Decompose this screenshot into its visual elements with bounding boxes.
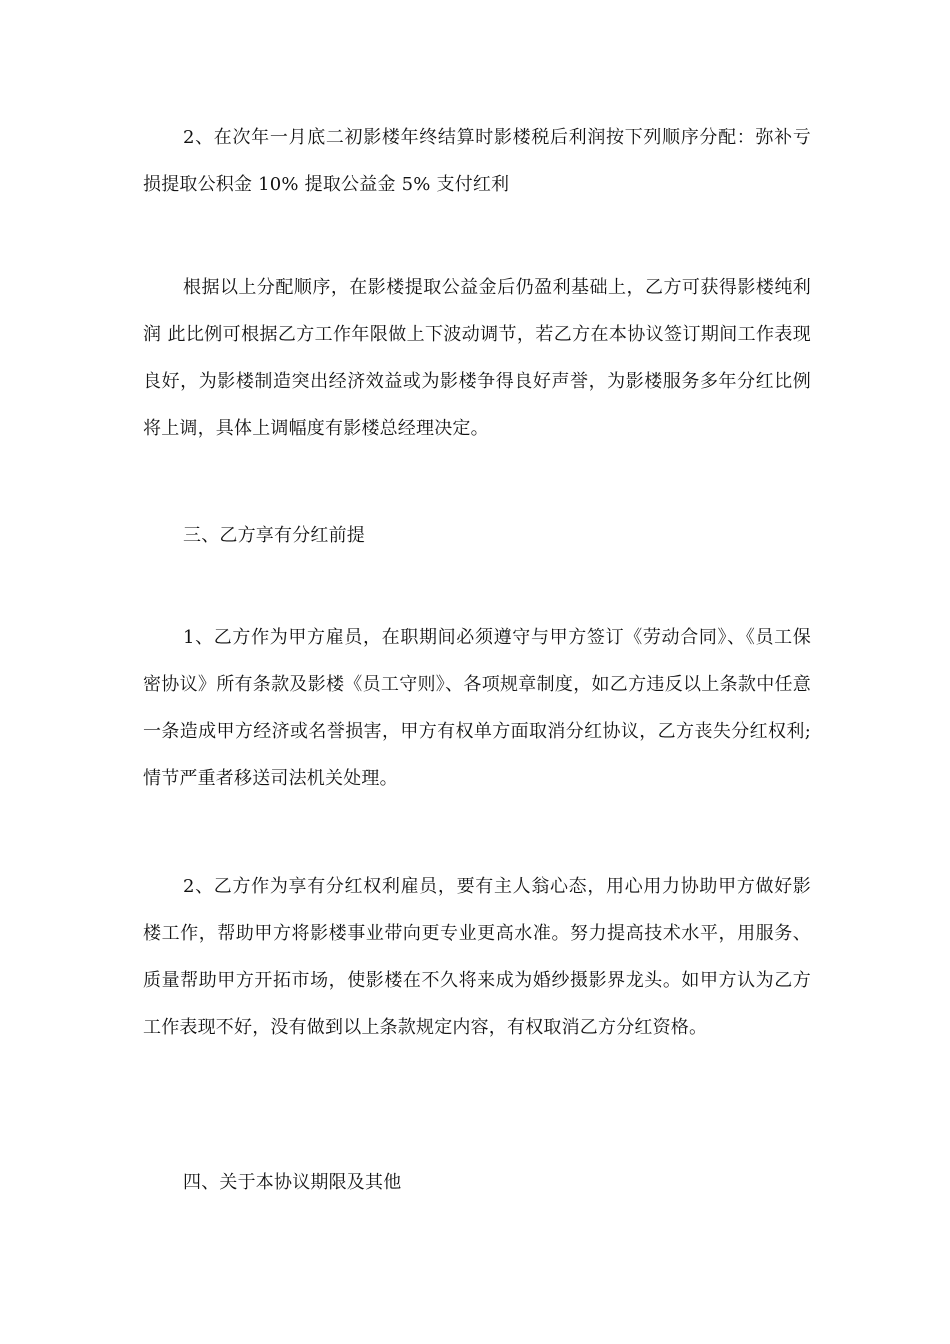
paragraph-profit-distribution: 2、在次年一月底二初影楼年终结算时影楼税后利润按下列顺序分配：弥补亏损提取公积金 10% 提取公益金 5% 支付红利 xyxy=(143,127,811,195)
paragraph-distribution-order: 根据以上分配顺序，在影楼提取公益金后仍盈利基础上，乙方可获得影楼纯利润 此比例可根据乙方工作年限做上下波动调节，若乙方在本协议签订期间工作表现良好，为影楼制造突出经济效益或为影楼争得良好声誉，为影楼服务多年分红比例将上调，具体上调幅度有影楼总经理决定。 xyxy=(143,277,811,439)
section-heading-dividend-prerequisites: 三、乙方享有分红前提 xyxy=(183,525,365,546)
paragraph-prerequisite-1: 1、乙方作为甲方雇员，在职期间必须遵守与甲方签订《劳动合同》、《员工保密协议》所有条款及影楼《员工守则》、各项规章制度，如乙方违反以上条款中任意一条造成甲方经济或名誉损害，甲方有权单方面取消分红协议，乙方丧失分红权利;情节严重者移送司法机关处理。 xyxy=(143,627,811,789)
paragraph-prerequisite-2: 2、乙方作为享有分红权利雇员，要有主人翁心态，用心用力协助甲方做好影楼工作，帮助甲方将影楼事业带向更专业更高水准。努力提高技术水平，用服务、质量帮助甲方开拓市场，使影楼在不久将来成为婚纱摄影界龙头。如甲方认为乙方工作表现不好，没有做到以上条款规定内容，有权取消乙方分红资格。 xyxy=(143,876,811,1038)
section-heading-agreement-term: 四、关于本协议期限及其他 xyxy=(183,1172,402,1193)
